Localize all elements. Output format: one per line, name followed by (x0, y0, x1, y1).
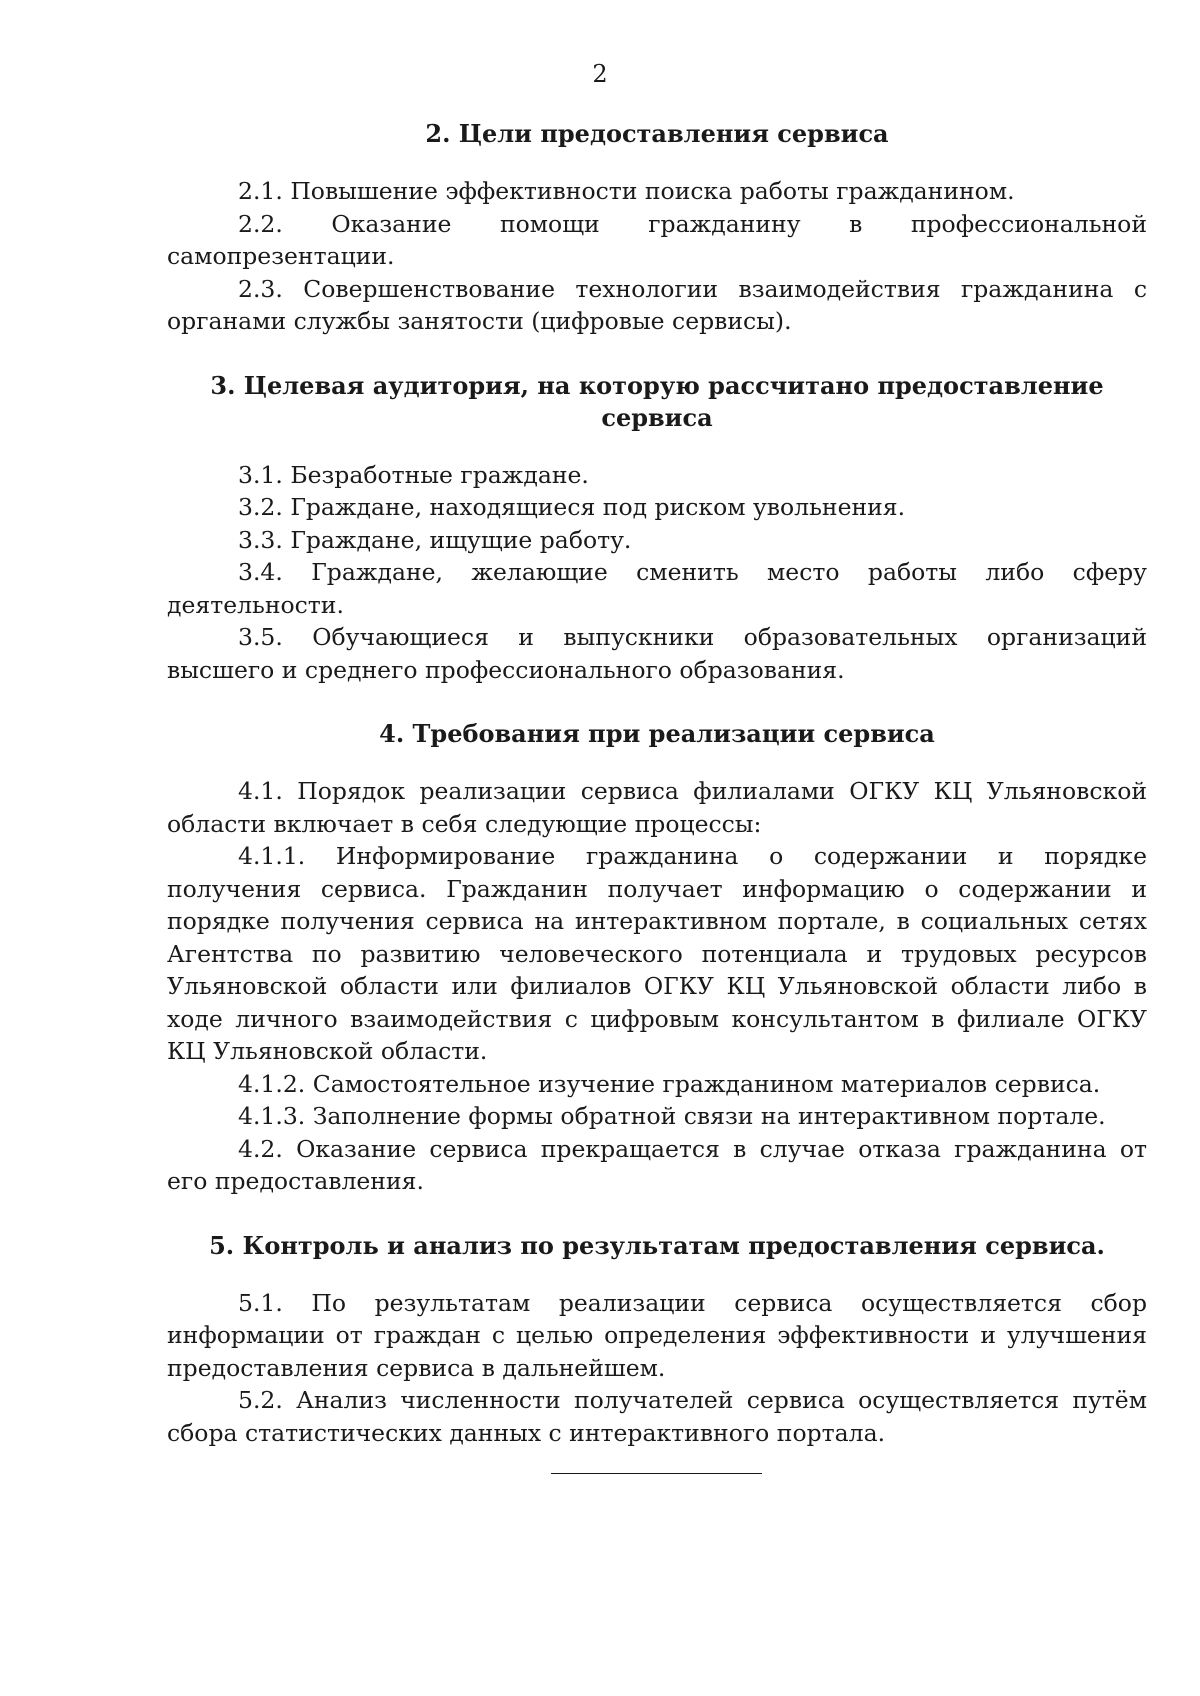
paragraph: 4.1. Порядок реализации сервиса филиалами ОГКУ КЦ Ульяновской области включает в себя следующие процессы: (167, 777, 1147, 838)
section-target-audience (167, 370, 1147, 687)
paragraph: 2.3. Совершенствование технологии взаимодействия гражданина с органами службы занятости (цифровые сервисы). (167, 274, 1147, 335)
paragraph: 5.2. Анализ численности получателей сервиса осуществляется путём сбора статистических данных с интерактивного портала. (167, 1386, 1147, 1447)
paragraph: 4.2. Оказание сервиса прекращается в случае отказа гражданина от его предоставления. (167, 1134, 1147, 1195)
paragraph: 3.5. Обучающиеся и выпускники образовательных организаций высшего и среднего профессионального образования. (167, 623, 1147, 684)
paragraph: 5.1. По результатам реализации сервиса осуществляется сбор информации от граждан с целью определения эффективности и улучшения предоставления сервиса в дальнейшем. (167, 1288, 1147, 1382)
paragraph: 4.1.1. Информирование гражданина о содержании и порядке получения сервиса. Гражданин получает информацию о содержании и порядке получения сервиса на интерактивном портале, в социальных сетях Агентства по развитию человеческого потенциала и трудовых ресурсов Ульяновской области или филиалов ОГКУ КЦ Ульяновской области либо в ходе личного взаимодействия с цифровым консультантом в филиале ОГКУ КЦ Ульяновской области. (167, 842, 1147, 1065)
section-control-analysis (167, 1230, 1147, 1450)
document-body (167, 118, 1147, 1449)
section-heading: 3. Целевая аудитория, на которую рассчитано предоставление сервиса (210, 370, 1104, 432)
paragraph: 4.1.3. Заполнение формы обратной связи на интерактивном портале. (238, 1102, 1106, 1130)
paragraph: 4.1.2. Самостоятельное изучение гражданином материалов сервиса. (238, 1069, 1101, 1098)
paragraph: 3.3. Граждане, ищущие работу. (238, 525, 632, 554)
section-heading: 2. Цели предоставления сервиса (425, 119, 889, 148)
page-number: 2 (592, 60, 608, 88)
paragraph: 3.1. Безработные граждане. (238, 460, 589, 489)
section-heading: 4. Требования при реализации сервиса (379, 719, 935, 748)
paragraph: 3.2. Граждане, находящиеся под риском увольнения. (238, 493, 906, 521)
paragraph: 3.4. Граждане, желающие сменить место работы либо сферу деятельности. (167, 558, 1147, 619)
paragraph: 2.1. Повышение эффективности поиска работы гражданином. (238, 177, 1015, 205)
section-goals (167, 118, 1147, 338)
section-requirements (167, 718, 1147, 1198)
paragraph: 2.2. Оказание помощи гражданину в профессиональной самопрезентации. (167, 209, 1147, 270)
end-divider (551, 1473, 762, 1474)
section-heading: 5. Контроль и анализ по результатам предоставления сервиса. (209, 1230, 1105, 1260)
